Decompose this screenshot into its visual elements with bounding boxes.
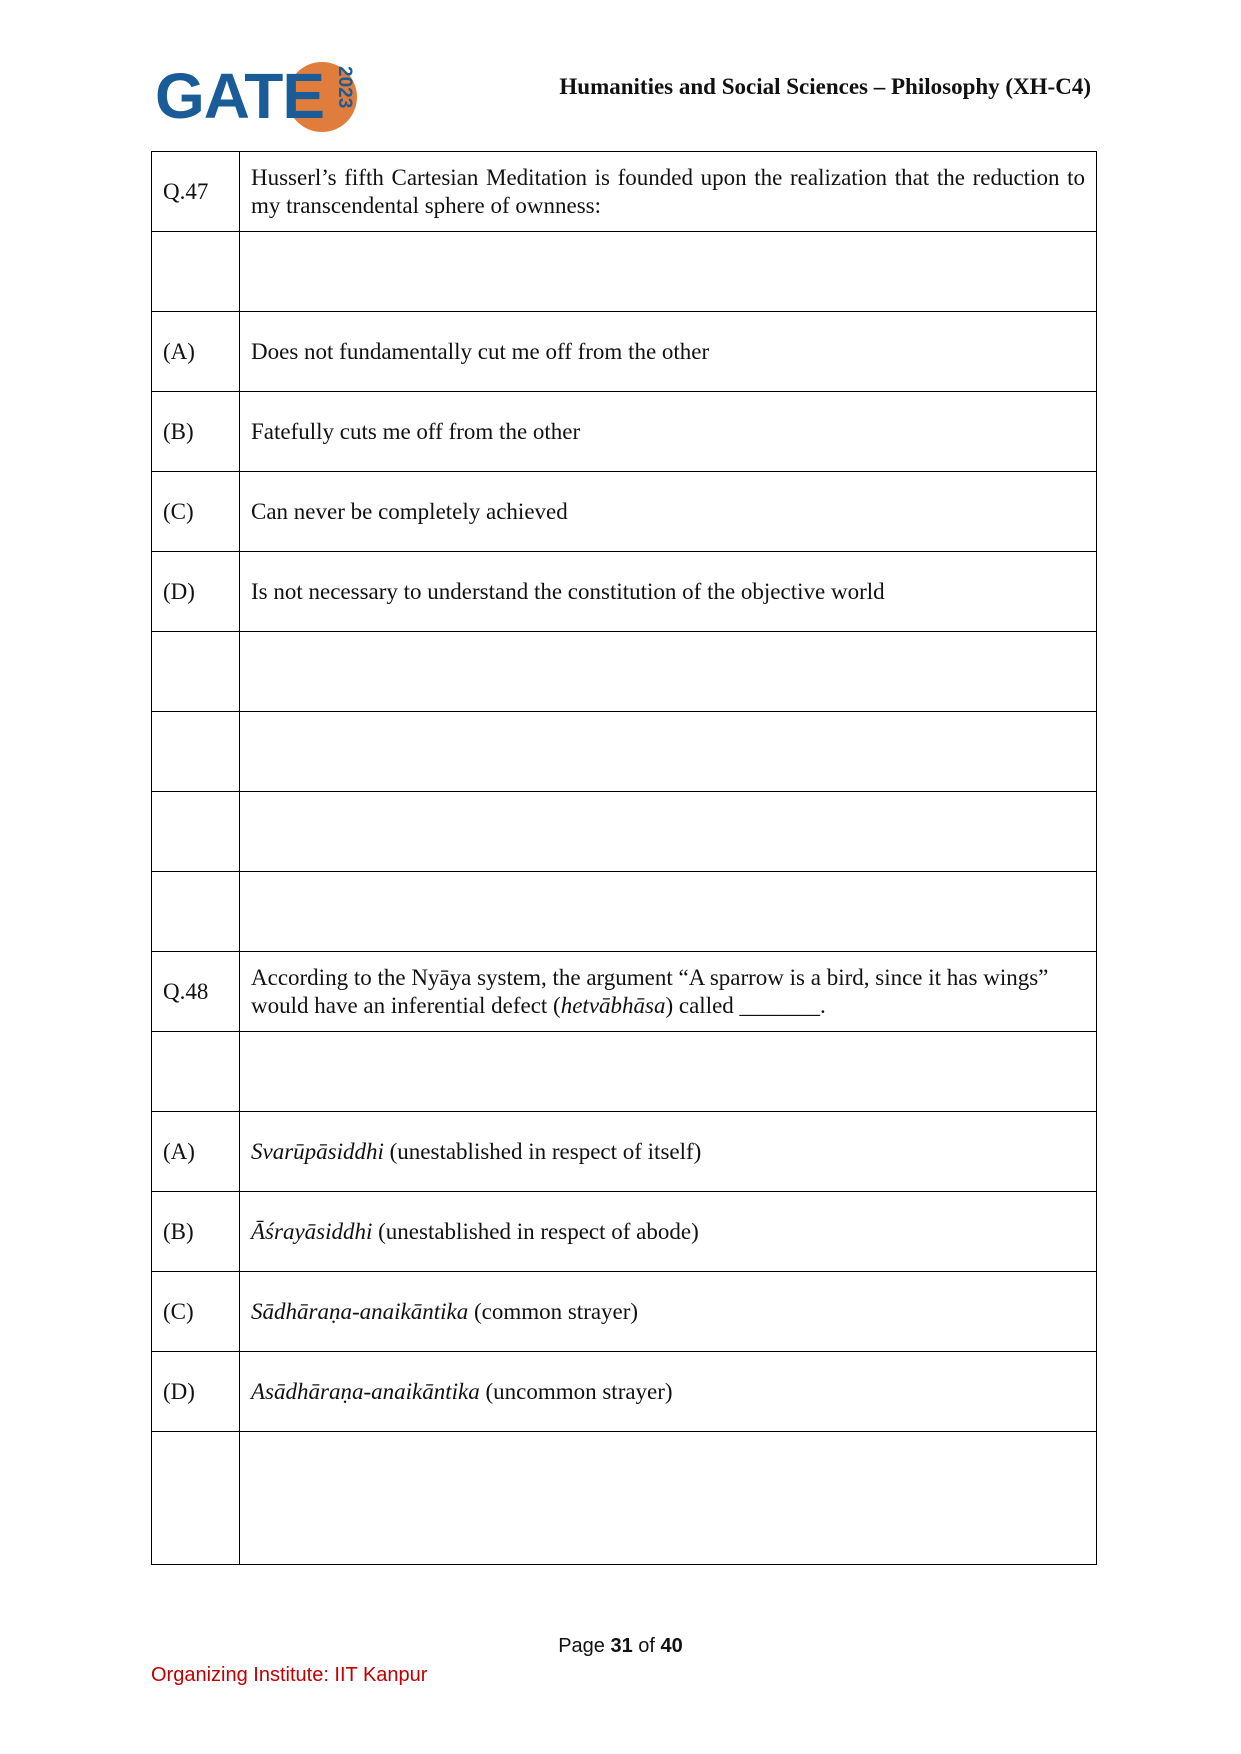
option-term: Sādhāraṇa-anaikāntika [251,1298,469,1324]
option-label: (C) [152,472,240,552]
gate-logo [155,58,365,138]
option-text: Asādhāraṇa-anaikāntika (uncommon strayer) [240,1352,1097,1432]
table-row [152,872,1097,952]
stem-term: hetvābhāsa [560,992,666,1018]
question-stem: Husserl’s fifth Cartesian Meditation is founded upon the realization that the reduction to my transcendental sphere of ownness: [240,152,1097,232]
option-text: Āśrayāsiddhi (unestablished in respect of abode) [240,1192,1097,1272]
question-number: Q.48 [152,952,240,1032]
option-term: Svarūpāsiddhi [251,1138,384,1164]
table-row [152,712,1097,792]
option-text: Does not fundamentally cut me off from the other [240,312,1097,392]
logo-year: 2023 [334,66,355,109]
table-row [152,232,1097,312]
table-row [152,392,1097,472]
question-table [151,151,1097,1565]
table-row [152,312,1097,392]
option-term: Āśrayāsiddhi [251,1218,373,1244]
page-number: Page 31 of 40 [558,1635,683,1657]
option-label: (B) [152,1192,240,1272]
option-label: (D) [152,1352,240,1432]
option-label: (A) [152,312,240,392]
option-term: Asādhāraṇa-anaikāntika [251,1378,480,1404]
table-row [152,1432,1097,1565]
option-label: (C) [152,1272,240,1352]
option-text: Svarūpāsiddhi (unestablished in respect of itself) [240,1112,1097,1192]
table-row [152,1192,1097,1272]
table-row [152,1352,1097,1432]
table-row [152,152,1097,232]
option-text: Sādhāraṇa-anaikāntika (common strayer) [240,1272,1097,1352]
option-text: Fatefully cuts me off from the other [240,392,1097,472]
table-row [152,552,1097,632]
organizing-institute: Organizing Institute: IIT Kanpur [151,1664,428,1686]
table-row [152,1032,1097,1112]
page-header-title: Humanities and Social Sciences – Philosophy (XH-C4) [559,74,1091,99]
table-row [152,792,1097,872]
option-text: Is not necessary to understand the constitution of the objective world [240,552,1097,632]
logo-text: GATE [155,60,325,132]
option-label: (A) [152,1112,240,1192]
option-label: (B) [152,392,240,472]
table-row [152,1112,1097,1192]
question-stem: According to the Nyāya system, the argument “A sparrow is a bird, since it has wings” would have an inferential defect (hetvābhāsa) called _______. [240,952,1097,1032]
question-number: Q.47 [152,152,240,232]
table-row [152,472,1097,552]
option-text: Can never be completely achieved [240,472,1097,552]
table-row [152,1272,1097,1352]
option-label: (D) [152,552,240,632]
table-row [152,632,1097,712]
table-row [152,952,1097,1032]
